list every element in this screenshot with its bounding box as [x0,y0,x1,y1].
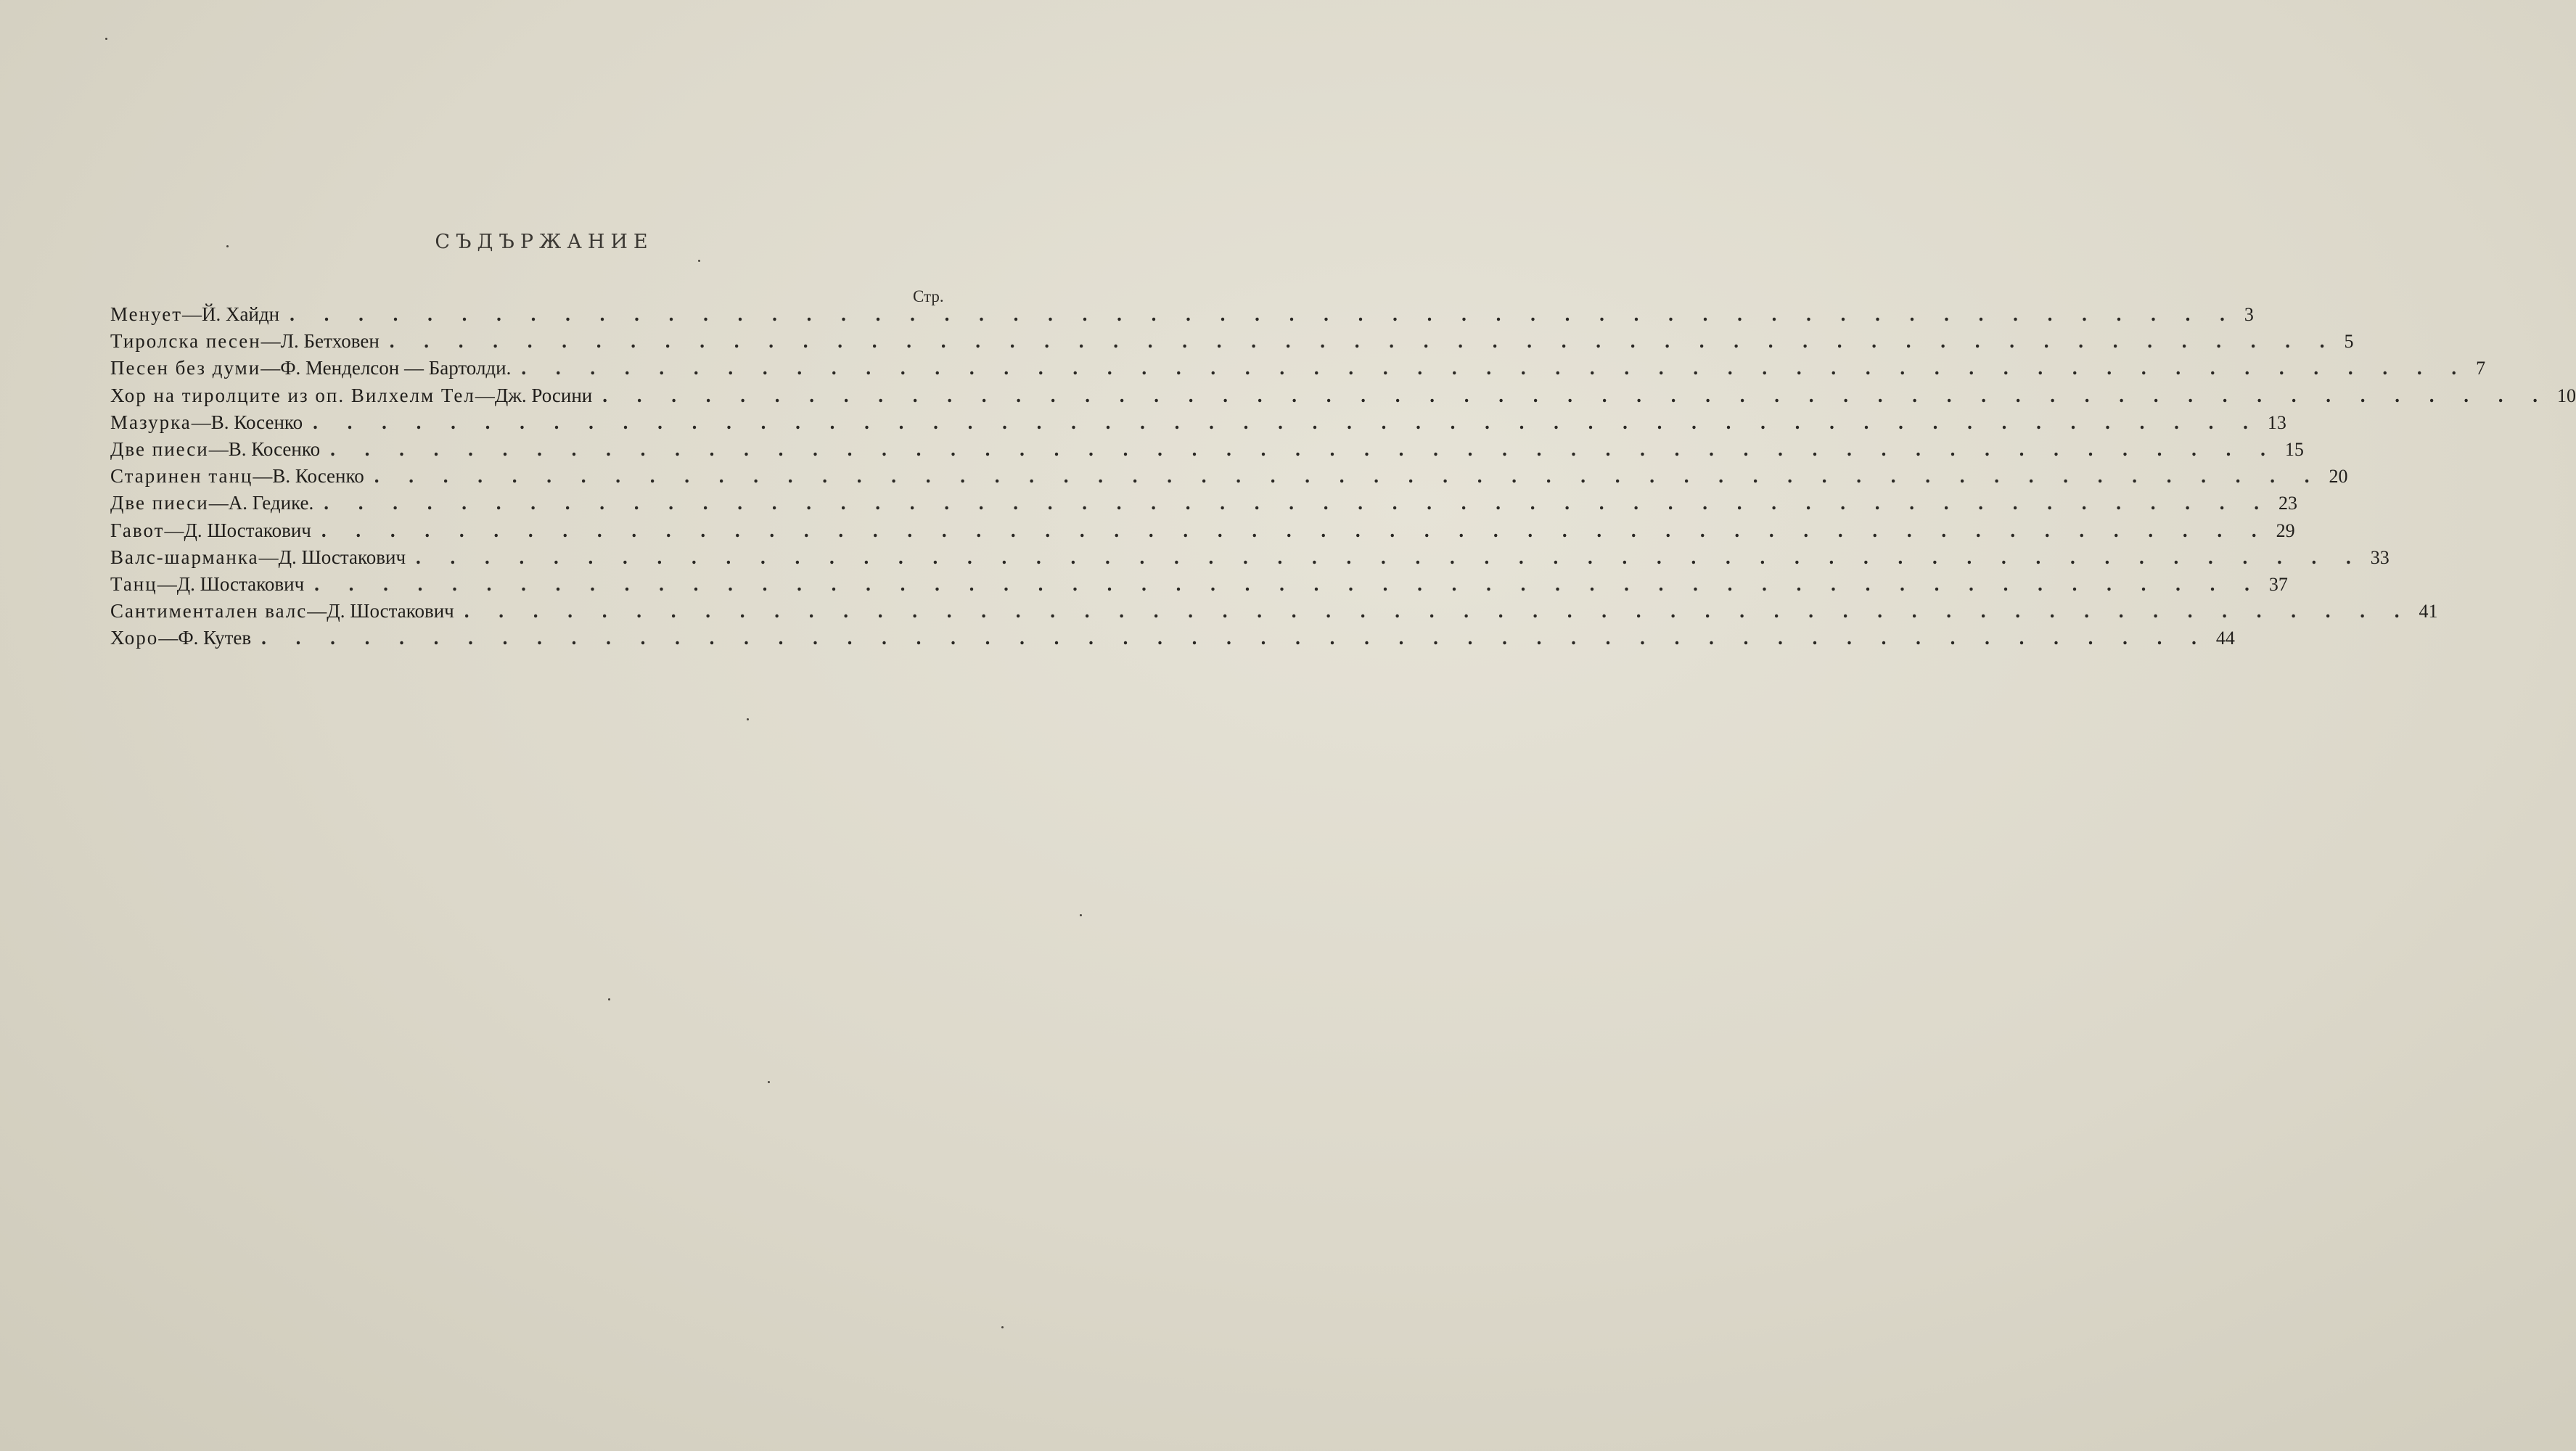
toc-entry-dash: — [261,357,281,379]
toc-entry-page: 13 [2267,411,2286,433]
toc-entry-author: Ф. Кутев [178,627,252,649]
toc-entry-author: В. Косенко [272,465,364,488]
toc-entry [110,411,2286,438]
toc-leader-dots: . . . . . . . . . . . . . . . . . . . . . . . . . . . . . . . . . . . . . . . . . . . . . . . . . . . . . . . . . [602,384,2550,406]
paper-speck [768,1081,770,1083]
toc-entry [110,384,2576,411]
toc-leader-dots: . . . . . . . . . . . . . . . . . . . . . . . . . . . . . . . . . . . . . . . . . . . . . . . . . . . . . . . . . [389,330,2337,353]
toc-entry-page: 23 [2278,493,2298,514]
toc-entry-title: Менует [110,303,183,325]
toc-entry-dash: — [208,437,229,460]
toc-entry-title: Танц [110,572,157,595]
toc-leader-dots: . . . . . . . . . . . . . . . . . . . . . . . . . . . . . . . . . . . . . . . . . . . . . . . . . . . . . . . . . [314,572,2262,595]
toc-entry-page: 37 [2268,573,2288,595]
toc-entry-page: 15 [2284,438,2304,460]
toc-entry-dash: — [307,600,327,622]
toc-entry-page: 10 [2557,385,2576,406]
toc-leader-dots: . . . . . . . . . . . . . . . . . . . . . . . . . . . . . . . . . . . . . . . . . . . . . . . . . . . . . . . . . [374,465,2322,488]
toc-entry-title: Сантиментален валс [110,600,308,622]
toc-entry-author: Д. Шостакович [184,519,311,541]
toc-entry [110,437,2304,465]
toc-entry-dash: — [258,546,279,568]
toc-leader-dots: . . . . . . . . . . . . . . . . . . . . . . . . . . . . . . . . . . . . . . . . . . . . . . . . . . . . . . . . . [321,519,2269,541]
toc-leader-dots: . . . . . . . . . . . . . . . . . . . . . . . . . . . . . . . . . . . . . . . . . . . . . . . . . . . . . . . . . [330,437,2278,460]
toc-entry-dash: — [158,627,179,649]
toc-entry-page: 20 [2329,466,2348,488]
toc-entry [110,357,2486,384]
toc-entry-author: Д. Шостакович [176,572,305,595]
paper-speck [1080,914,1082,916]
toc-leader-dots: . . . . . . . . . . . . . . . . . . . . . . . . . . . . . . . . . . . . . . . . . . . . . . . . . . . . . . . . . [464,600,2412,622]
toc-entry-author: В. Косенко [228,437,321,460]
paper-speck [698,260,700,262]
toc-entry [110,303,2254,330]
toc-entry-page: 33 [2370,546,2390,568]
toc-leader-dots: . . . . . . . . . . . . . . . . . . . . . . . . . . . . . . . . . . . . . . . . . . . . . . . . . . . . . . . . . [261,627,2209,649]
toc-entry-author: В. Косенко [210,411,303,433]
toc-entry [110,330,2354,357]
paper-speck [226,245,229,247]
toc-entry-title: Две пиеси [110,492,209,514]
toc-entry-author: Ф. Менделсон — Бартолди. [280,357,512,379]
toc-entry-dash: — [261,330,281,353]
toc-entry-dash: — [253,465,273,488]
paper-speck [608,998,610,1000]
toc-entry-title: Мазурка [110,411,192,433]
toc-leader-dots: . . . . . . . . . . . . . . . . . . . . . . . . . . . . . . . . . . . . . . . . . . . . . . . . . . . . . . . . . [416,546,2363,568]
page-column-label: Стр. [913,287,944,305]
toc-entry-title: Валс-шарманка [110,546,259,568]
toc-entry [110,600,2438,627]
toc-entry [110,627,2235,654]
toc-entry-title: Гавот [110,519,165,541]
toc-entry-author: Й. Хайдн [202,303,280,325]
toc-entry-title: Старинен танц [110,465,253,488]
toc-leader-dots: . . . . . . . . . . . . . . . . . . . . . . . . . . . . . . . . . . . . . . . . . . . . . . . . . . . . . . . . . [313,411,2260,433]
toc-entry-author: Л. Бетховен [280,330,380,353]
page-title: СЪДЪРЖАНИЕ [435,231,654,253]
paper-speck [1001,1326,1004,1328]
toc-entry-author: Д. Шостакович [327,600,454,622]
toc-entry-page: 44 [2215,628,2235,649]
toc-entry-dash: — [208,492,229,514]
toc-entry [110,572,2288,600]
toc-entry-author: А. Гедике. [228,492,314,514]
toc-leader-dots: . . . . . . . . . . . . . . . . . . . . . . . . . . . . . . . . . . . . . . . . . . . . . . . . . . . . . . . . . [521,357,2469,379]
toc-entry-title: Хоро [110,627,159,649]
toc-entry-page: 5 [2344,331,2354,353]
toc-entry-dash: — [182,303,202,325]
toc-entry-title: Песен без думи [110,357,261,379]
toc-entry-page: 29 [2276,519,2295,541]
toc-leader-dots: . . . . . . . . . . . . . . . . . . . . . . . . . . . . . . . . . . . . . . . . . . . . . . . . . . . . . . . . . [290,303,2237,325]
toc-entry-page: 41 [2419,601,2438,622]
toc-entry-author: Д. Шостакович [278,546,406,568]
toc-entry-page: 3 [2244,304,2254,325]
paper-speck [747,718,749,720]
toc-leader-dots: . . . . . . . . . . . . . . . . . . . . . . . . . . . . . . . . . . . . . . . . . . . . . . . . . . . . . . . . . [324,492,2272,514]
toc-entry-dash: — [191,411,211,433]
toc-entry-title: Тиролска песен [110,330,261,353]
toc-entry [110,546,2390,573]
toc-entry-title: Две пиеси [110,437,209,460]
toc-entry [110,465,2348,492]
toc-entry [110,492,2298,519]
paper-speck [105,38,107,40]
toc-entry-dash: — [157,572,177,595]
toc-entry [110,519,2295,546]
toc-entry-page: 7 [2476,358,2486,379]
table-of-contents [110,303,2576,654]
toc-entry-dash: — [475,384,495,406]
toc-entry-dash: — [164,519,184,541]
toc-entry-author: Дж. Росини [494,384,593,406]
toc-entry-title: Хор на тиролците из оп. Вилхелм Тел [110,384,475,406]
